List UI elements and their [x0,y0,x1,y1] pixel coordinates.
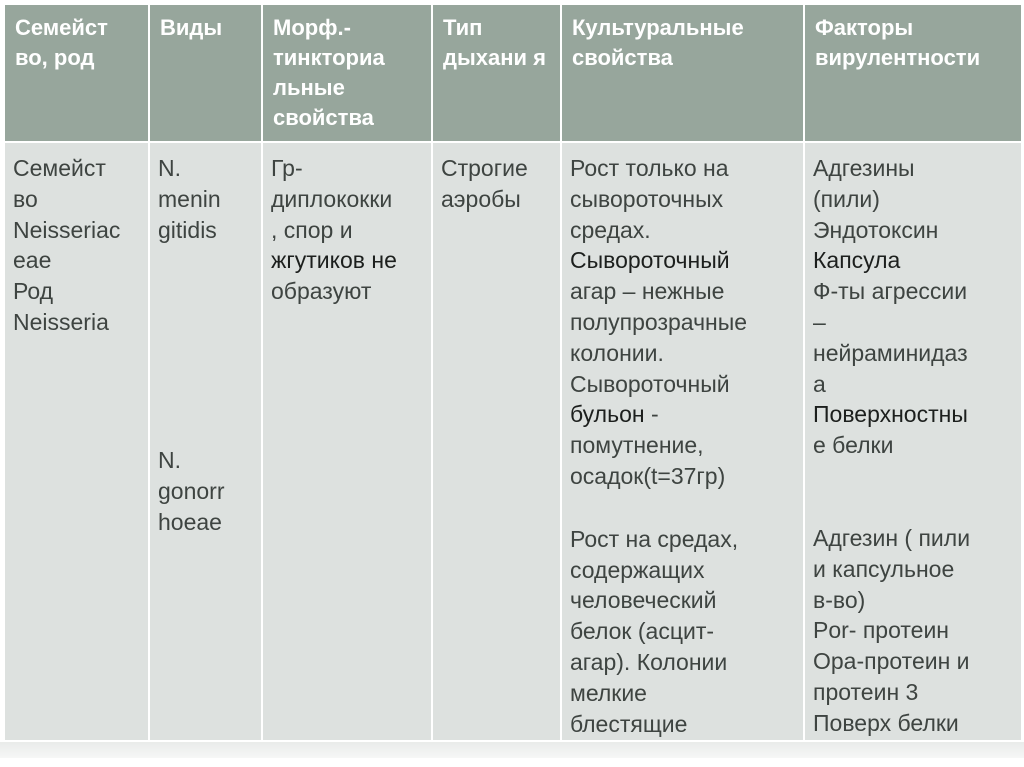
species-meningitidis-line: menin [158,185,221,212]
virulence-line: Эндотоксин [813,216,939,243]
morph-line: , спор и [271,216,353,243]
cultural-gonorrhoeae-line: человеческий [570,587,717,614]
virulence-gonorrhoeae-line: Opa-протеин и [813,648,970,675]
spacer [570,492,797,524]
virulence-line: а [813,370,826,397]
virulence-gonorrhoeae-line: Por- протеин [813,617,949,644]
cell-species [149,142,262,741]
table-row [4,142,1022,741]
virulence-line-emphasis: Капсула [813,247,901,274]
cell-family-genus [4,142,149,741]
cultural-line: сывороточных [570,185,724,212]
virulence-line: Ф-ты агрессии [813,278,968,305]
spacer [813,461,1015,523]
morph-line-emphasis: жгутиков не [271,247,397,274]
header-row [4,4,1022,142]
cultural-gonorrhoeae-line: Рост на средах, [570,525,739,552]
header-morphology: Морф.- тинкториа льные свойства [262,4,432,142]
species-meningitidis-line: gitidis [158,216,217,243]
family-line: Семейст [13,155,106,181]
cultural-line: Сывороточный [570,370,730,397]
header-family-genus: Семейст во, род [4,4,149,142]
header-cultural-properties: Культуральные свойства [561,4,804,142]
respiration-line: Строгие [441,155,528,181]
header-virulence-factors: Факторы вирулентности [804,4,1022,142]
cultural-line: агар – нежные [570,278,725,305]
family-line: Род [13,278,54,305]
virulence-line-emphasis: Поверхностны [813,401,968,428]
virulence-line: (пили) [813,185,880,212]
cultural-line: полупрозрачные [570,308,748,335]
cultural-line [570,399,797,430]
morph-line: Гр- [271,155,303,181]
virulence-line: Адгезины [813,155,915,181]
cultural-gonorrhoeae-line: блестящие [570,710,688,737]
virulence-gonorrhoeae-line: Поверх белки [813,709,959,736]
virulence-line: – [813,308,826,335]
virulence-gonorrhoeae-line: Адгезин ( пили [813,524,971,551]
species-meningitidis-line: N. [158,155,181,181]
bottom-band [0,742,1024,758]
cultural-line: колонии. [570,339,664,366]
bacteria-table [3,3,1023,742]
family-line: Neisseriac [13,216,121,243]
cultural-dash: - [644,401,659,428]
cultural-line-emphasis: Сывороточный [570,247,730,274]
virulence-gonorrhoeae-line: в-во) [813,586,866,613]
family-line: Neisseria [13,308,109,335]
cultural-emphasis: бульон [570,401,645,428]
morph-line: образуют [271,278,372,305]
cell-morphology [262,142,432,741]
header-respiration: Тип дыхани я [432,4,561,142]
virulence-line: е белки [813,432,894,459]
cultural-line: средах. [570,216,651,243]
cultural-gonorrhoeae-line: агар). Колонии [570,648,728,675]
species-gonorrhoeae-line: hoeae [158,508,222,535]
cell-cultural-properties [561,142,804,741]
morph-line: диплококки [271,185,393,212]
respiration-line: аэробы [441,185,521,212]
cultural-gonorrhoeae-line: белок (асцит- [570,618,715,645]
cultural-line: осадок(t=37гр) [570,462,726,489]
virulence-gonorrhoeae-line: протеин 3 [813,678,919,705]
species-gonorrhoeae-line: N. [158,447,181,474]
cultural-line: Рост только на [570,155,729,181]
header-species: Виды [149,4,262,142]
family-line: во [13,185,38,212]
cell-virulence-factors [804,142,1022,741]
cultural-line: помутнение, [570,432,704,459]
species-gonorrhoeae-line: gonorr [158,478,225,505]
virulence-line: нейраминидаз [813,339,968,366]
cell-respiration [432,142,561,741]
virulence-gonorrhoeae-line: и капсульное [813,555,955,582]
spacer [158,245,255,445]
cultural-gonorrhoeae-line: содержащих [570,556,705,583]
family-line: eae [13,247,52,274]
cultural-gonorrhoeae-line: мелкие [570,679,647,706]
